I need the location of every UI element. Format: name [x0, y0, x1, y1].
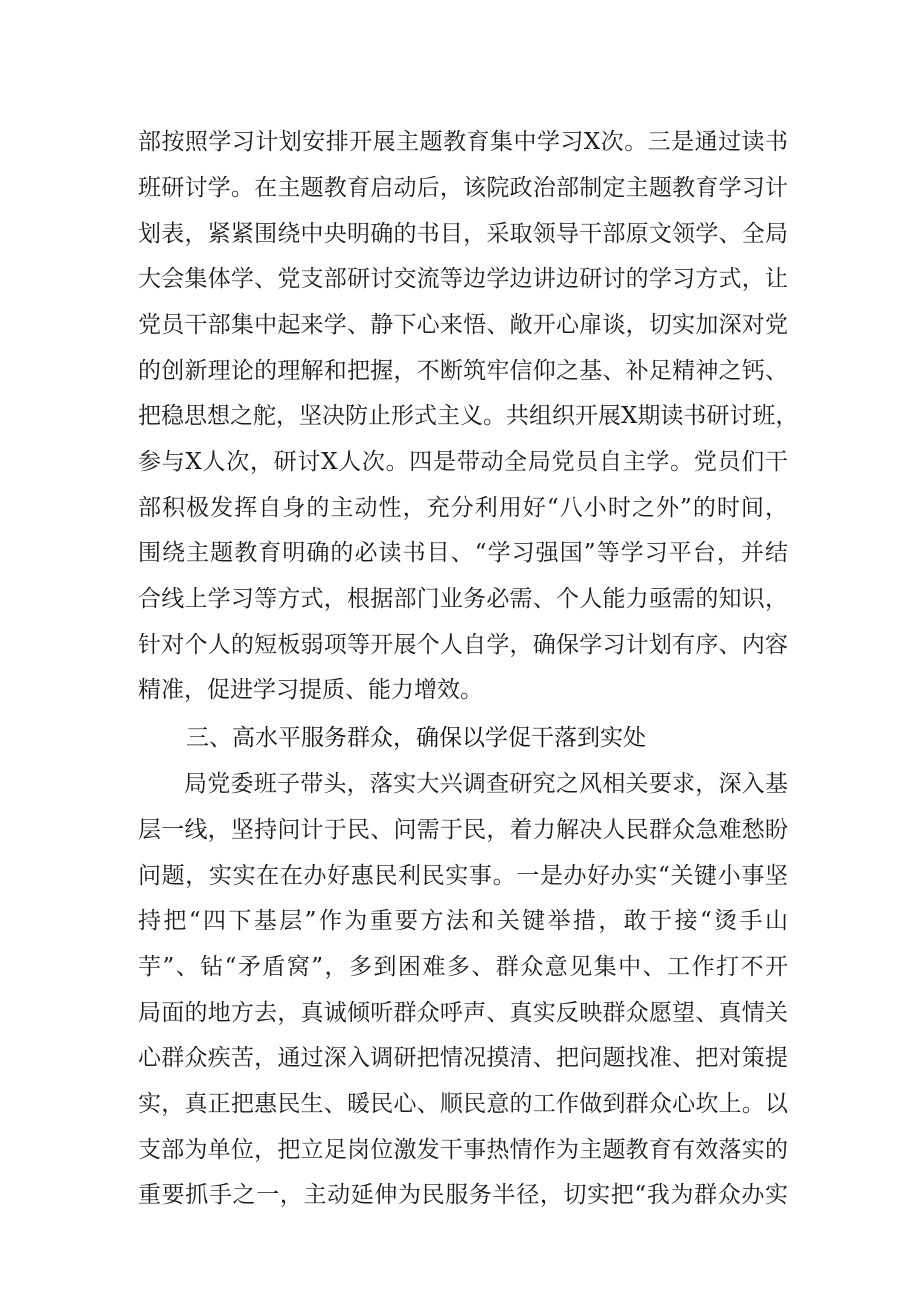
paragraph-2-line: 心群众疾苦，通过深入调研把情况摸清、把问题找准、把对策提: [138, 1045, 788, 1071]
paragraph-2-line: 支部为单位，把立足岗位激发干事热情作为主题教育有效落实的: [138, 1137, 788, 1163]
paragraph-2-line: 问题，实实在在办好惠民利民实事。一是办好办实“关键小事坚: [138, 863, 788, 889]
paragraph-2-line: 持把“四下基层”作为重要方法和关键举措，敢于接“烫手山: [138, 908, 788, 934]
paragraph-2-line: 局面的地方去，真诚倾听群众呼声、真实反映群众愿望、真情关: [138, 1000, 788, 1026]
paragraph-1-line: 班研讨学。在主题教育启动后，该院政治部制定主题教育学习计: [138, 175, 788, 201]
paragraph-1-line: 大会集体学、党支部研讨交流等边学边讲边研讨的学习方式，让: [138, 266, 788, 292]
paragraph-1-line: 部按照学习计划安排开展主题教育集中学习X次。三是通过读书: [138, 129, 788, 155]
paragraph-2-line: 芋”、钻“矛盾窝”，多到困难多、群众意见集中、工作打不开: [138, 954, 788, 980]
section-heading: 三、高水平服务群众，确保以学促干落到实处: [186, 725, 646, 751]
paragraph-1-line: 参与X人次，研讨X人次。四是带动全局党员自主学。党员们干: [138, 449, 788, 475]
paragraph-1-line: 划表，紧紧围绕中央明确的书目，采取领导干部原文领学、全局: [138, 221, 788, 247]
paragraph-1-line: 合线上学习等方式，根据部门业务必需、个人能力亟需的知识，: [138, 586, 788, 612]
paragraph-1-line: 针对个人的短板弱项等开展个人自学，确保学习计划有序、内容: [138, 632, 788, 658]
paragraph-2-line: 层一线，坚持问计于民、问需于民，着力解决人民群众急难愁盼: [138, 817, 788, 843]
paragraph-1-line: 把稳思想之舵，坚决防止形式主义。共组织开展X期读书研讨班，: [138, 403, 799, 429]
paragraph-1-line: 部积极发挥自身的主动性，充分利用好“八小时之外”的时间，: [138, 495, 788, 521]
paragraph-1-line: 围绕主题教育明确的必读书目、“学习强国”等学习平台，并结: [138, 540, 788, 566]
paragraph-1-line: 党员干部集中起来学、静下心来悟、敞开心扉谈，切实加深对党: [138, 312, 788, 338]
paragraph-1-line: 的创新理论的理解和把握，不断筑牢信仰之基、补足精神之钙、: [138, 358, 788, 384]
paragraph-2-line: 重要抓手之一，主动延伸为民服务半径，切实把“我为群众办实: [138, 1182, 788, 1208]
paragraph-2-line: 实，真正把惠民生、暖民心、顺民意的工作做到群众心坎上。以: [138, 1091, 788, 1117]
paragraph-1-line: 精准，促进学习提质、能力增效。: [138, 677, 483, 703]
paragraph-2-line: 局党委班子带头，落实大兴调查研究之风相关要求，深入基: [184, 771, 788, 797]
